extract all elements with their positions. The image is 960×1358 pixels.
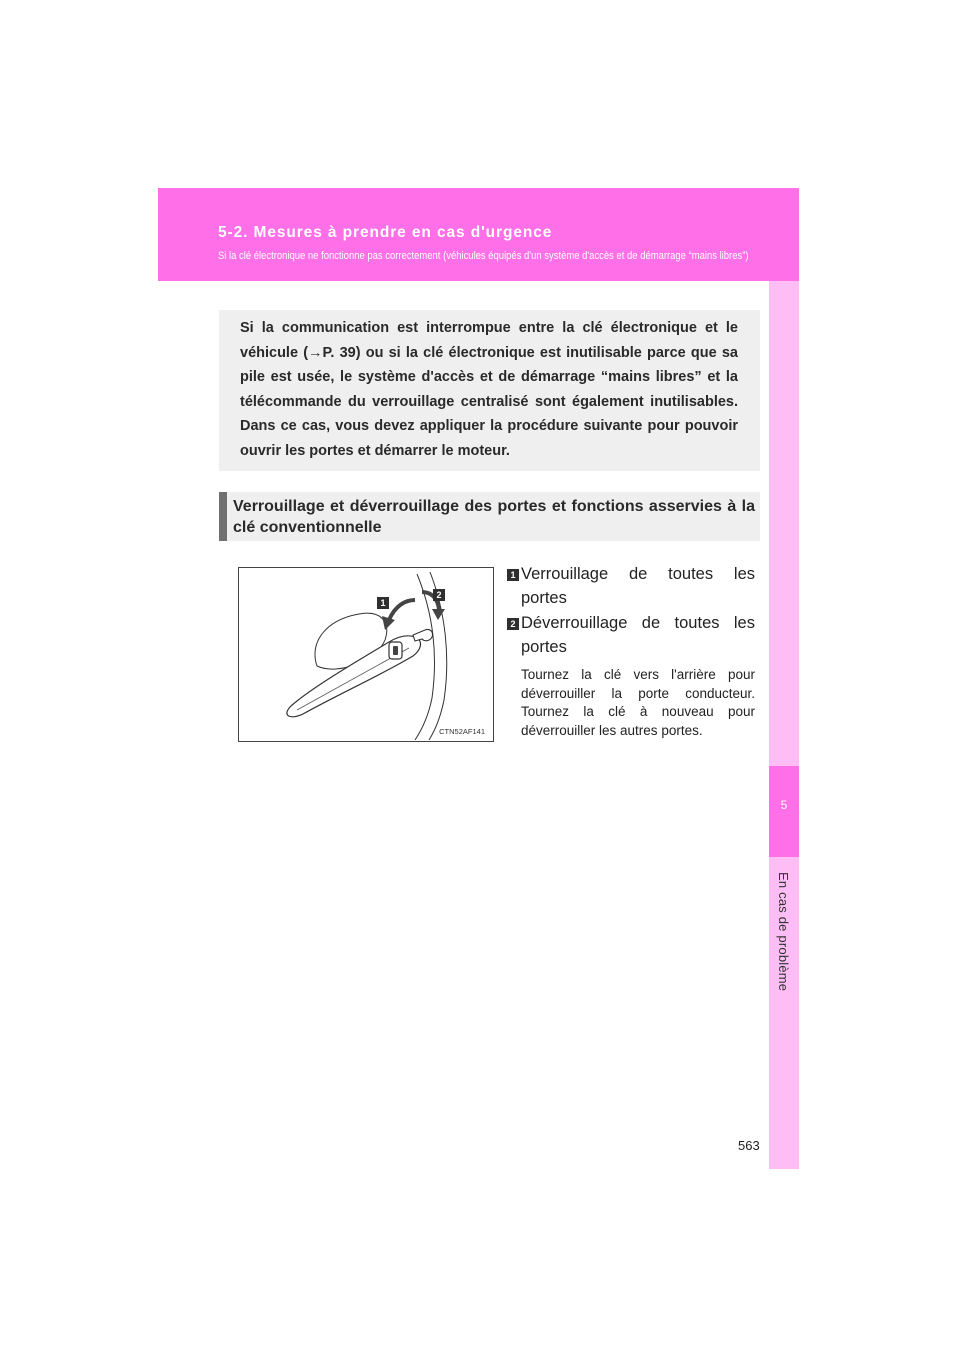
figure-badge-2: 2	[433, 589, 445, 601]
chapter-label: En cas de problème	[776, 872, 791, 992]
chapter-number: 5	[780, 798, 788, 812]
section-subtitle: Si la clé électronique ne fonctionne pas correctement (véhicules équipés d'un système d'accès et de démarrage “mains libres”)	[218, 250, 749, 262]
side-strip	[769, 281, 799, 1169]
step-note: Tournez la clé vers l'arrière pour déverrouiller la porte conducteur. Tournez la clé à nouveau pour déverrouiller les autres portes.	[521, 667, 755, 738]
step-1-text: Verrouillage de toutes les portes	[521, 565, 755, 607]
step-2-text: Déverrouillage de toutes les portes	[521, 614, 755, 656]
step-number-2: 2	[507, 618, 519, 630]
door-handle-illustration	[238, 567, 494, 742]
door-handle-drawing	[239, 568, 493, 741]
step-number-1: 1	[507, 569, 519, 581]
section-title: 5-2. Mesures à prendre en cas d'urgence	[218, 224, 553, 241]
page-number: 563	[738, 1138, 760, 1153]
section-heading: Verrouillage et déverrouillage des portes et fonctions asservies à la clé conventionnelle	[233, 498, 755, 536]
figure-code: CTN52AF141	[439, 727, 485, 736]
intro-text: Si la communication est interrompue entre la clé électronique et le véhicule (→P. 39) ou si la clé électronique est inutilisable parce que sa pile est usée, le système d'accès et de démarrage “mains libres” et la télécommande du verrouillage centralisé sont également inutilisables. Dans ce cas, vous devez appliquer la procédure suivante pour pouvoir ouvrir les portes et démarrer le moteur.	[240, 320, 738, 459]
figure-badge-1: 1	[377, 597, 389, 609]
